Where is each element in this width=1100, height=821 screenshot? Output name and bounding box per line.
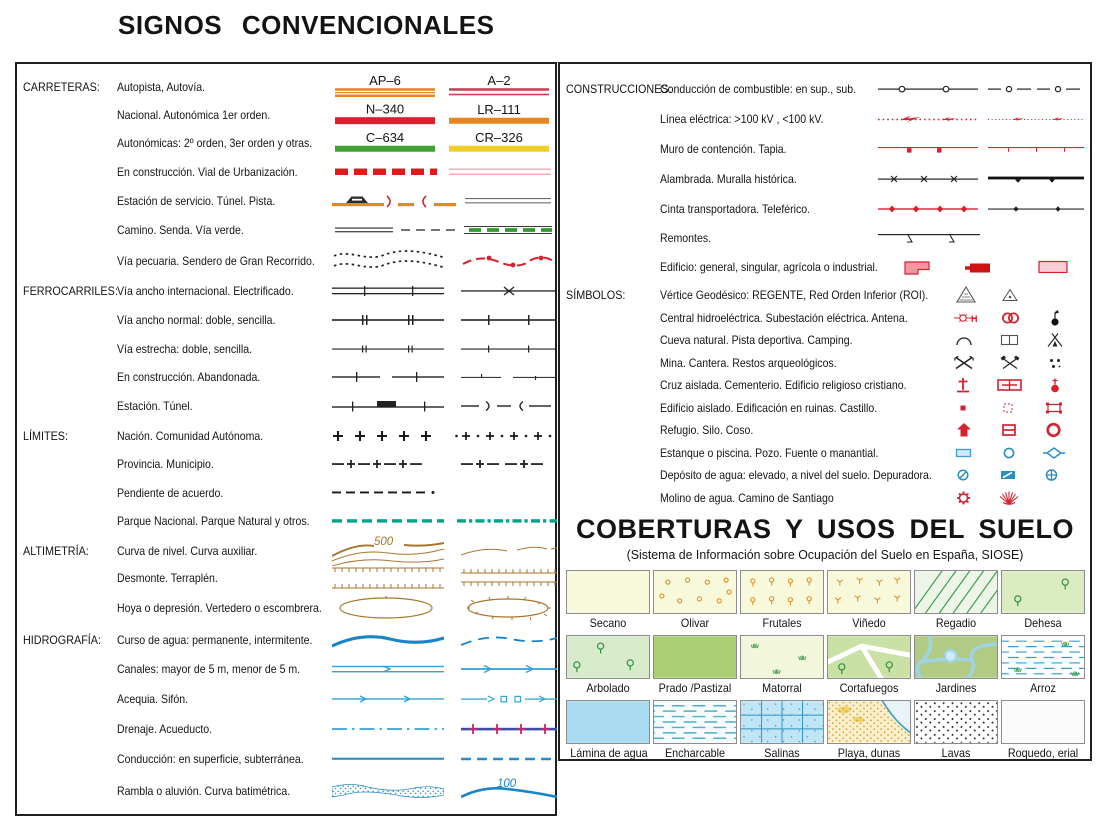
row-linea-electrica: Línea eléctrica: >100 kV , <100 kV. [560,105,1090,133]
symbol-ffcc-construccion [332,372,444,382]
symbol-via-ancho-internacional [332,286,444,296]
row-conduccion: Conducción: en superficie, subterránea. [17,745,555,773]
symbol-linea-alta [878,113,978,125]
symbol-electrificado [461,286,557,296]
symbol-sendero-gr [461,251,557,271]
icon-central-hidroelectrica [954,311,982,325]
symbol-conduccion-subterranea [461,757,557,762]
symbol-via-verde [464,226,552,234]
symbol-autovia [449,74,549,97]
icon-edificio-religioso [1049,377,1061,393]
row-ferrocarril-construccion: En construcción. Abandonada. [17,363,555,391]
category-construcciones: CONSTRUCCIONES: [566,82,672,96]
icon-silo [1001,423,1017,437]
row-parques: Parque Nacional. Parque Natural y otros. [17,507,555,535]
svg-text:H: H [971,314,978,324]
road-shield-ap6: AP–6 [369,73,401,89]
symbol-acueducto [461,723,557,735]
symbol-edificio-agricola [1038,258,1070,276]
symbol-via-normal-sencilla [461,315,557,325]
icon-subestacion-electrica [1000,311,1022,325]
symbol-pendiente-acuerdo [332,490,444,497]
icon-refugio [956,423,972,438]
landcover-lavas: Lavas [914,700,998,760]
symbol-ffcc-tunel [461,400,553,412]
symbol-curva-auxiliar [461,542,557,560]
row-central-hidroelectrica: Central hidroeléctrica. Subestación eléctrica. Antena. H [560,304,1090,332]
landcover-secano: Secano [566,570,650,630]
symbol-limite-municipio [461,459,557,470]
row-autopista: CARRETERAS: Autopista, Autovía. AP–6 A–2 [17,73,555,101]
symbol-parque-natural [457,518,557,524]
row-nacional: Nacional. Autonómica 1er orden. N–340 LR–111 [17,101,555,129]
icon-coso [1045,422,1062,438]
symbol-limite-provincia [332,459,444,470]
symbol-canal-menor [461,665,557,674]
icon-vertice-roi [1002,288,1018,302]
bathymetric-label: 100 [497,778,517,790]
symbol-cinta-transportadora [878,205,978,214]
row-camino-senda: Camino. Senda. Vía verde. [17,216,555,244]
road-shield-c634: C–634 [365,130,405,146]
category-limites: LÍMITES: [23,429,69,443]
row-combustible: CONSTRUCCIONES: Conducción de combustible: en sup., sub. [560,75,1090,103]
symbol-autopista [335,74,435,97]
category-ferrocarriles: FERROCARRILES: [23,284,118,298]
icon-restos-arqueologicos [1048,357,1062,370]
landcover-frutales: Frutales [740,570,824,630]
row-edificio-aislado: Edificio aislado. Edificación en ruinas. Castillo. [560,394,1090,422]
category-carreteras: CARRETERAS: [23,80,100,94]
road-shield-n340: N–340 [365,101,405,117]
symbol-desmonte-terraplen [332,566,444,590]
row-rambla: Rambla o aluvión. Curva batimétrica. 100 [17,776,555,806]
symbol-terraplen [461,567,557,589]
icon-vertice-regente [956,286,976,304]
contour-label: 500 [374,536,394,548]
landcover-encharcable: Encharcable [653,700,737,760]
symbol-ffcc-abandonada [461,373,557,382]
symbol-parque-nacional [332,518,444,524]
row-molino: Molino de agua. Camino de Santiago [560,484,1090,512]
row-alambrada: Alambrada. Muralla histórica. [560,165,1090,193]
row-drenaje: Drenaje. Acueducto. [17,715,555,743]
icon-cantera [999,356,1021,371]
symbol-muro-contencion [878,144,978,154]
landcover-vinedo: Viñedo [827,570,911,630]
row-cruz: Cruz aislada. Cementerio. Edificio religioso cristiano. [560,371,1090,399]
symbol-carretera-construccion [335,169,437,176]
symbol-ffcc-estacion [332,400,444,412]
row-vertice-geodesico: SÍMBOLOS: Vértice Geodésico: REGENTE, Red Orden Inferior (ROI). [560,281,1090,309]
icon-antena [1048,310,1062,327]
row-cinta: Cinta transportadora. Teleférico. [560,195,1090,223]
row-muro: Muro de contención. Tapia. [560,135,1090,163]
row-provincia: Provincia. Municipio. [17,450,555,478]
icon-edificacion-ruinas [1002,402,1014,414]
icon-cueva-natural [954,333,974,347]
row-acequia: Acequia. Sifón. [17,685,555,713]
landcover-playa-dunas: Playa, dunas [827,700,911,760]
row-via-internacional: FERROCARRILES: Vía ancho internacional. Electrificado. [17,277,555,305]
row-curva-nivel: ALTIMETRÍA: Curva de nivel. Curva auxiliar. 500 [17,536,555,566]
landcover-matorral: Matorral [740,635,824,695]
icon-mina [953,356,975,371]
symbol-via-estrecha-doble [332,345,444,353]
symbol-curva-nivel [332,536,444,566]
icon-camping [1046,333,1064,348]
icon-camino-santiago [998,491,1020,506]
row-autonomicas: Autonómicas: 2º orden, 3er orden y otras. C–634 CR–326 [17,129,555,157]
symbol-combustible-superficie [878,85,978,94]
symbol-curso-permanente [332,630,444,650]
symbol-via-estrecha-sencilla [461,345,557,353]
row-deposito: Depósito de agua: elevado, a nivel del suelo. Depuradora. [560,461,1090,489]
symbol-senda [401,229,455,232]
landcover-prado: Prado /Pastizal [653,635,737,695]
symbol-edificio-singular [964,258,998,276]
symbol-acequia [332,695,444,704]
icon-fuente-manantial [1043,447,1065,460]
row-nacion: LÍMITES: Nación. Comunidad Autónoma. [17,422,555,450]
symbol-via-normal-doble [332,315,444,325]
icon-cementerio [997,378,1023,392]
category-altimetria: ALTIMETRÍA: [23,544,89,558]
symbol-tapia [988,144,1084,154]
symbol-teleferico [988,205,1084,214]
symbol-autonomica-2 [335,131,435,152]
symbol-edificio-general [904,258,938,276]
row-curso-agua: HIDROGRAFÍA: Curso de agua: permanente, intermitente. [17,625,555,655]
symbol-autonomica-1 [449,103,549,124]
row-estacion-servicio: Estación de servicio. Túnel. Pista. [17,187,555,215]
landcover-roquedo: Roquedo, erial [1001,700,1085,760]
row-via-normal: Vía ancho normal: doble, sencilla. [17,306,555,334]
road-shield-a2: A–2 [487,73,511,89]
row-hoya: Hoya o depresión. Vertedero o escombrera. [17,593,555,623]
row-refugio: Refugio. Silo. Coso. [560,416,1090,444]
symbol-conduccion-superficie [332,757,444,762]
symbol-limite-comunidad [455,430,557,443]
icon-estanque-piscina [955,448,973,459]
landcover-salinas: Salinas [740,700,824,760]
landcover-arroz: Arroz [1001,635,1085,695]
symbol-hoya-depresion [335,596,439,620]
landcover-jardines: Jardines [914,635,998,695]
symbol-camino [335,228,393,233]
symbol-estacion-servicio-tunel [332,194,458,208]
symbol-muralla-historica [988,174,1084,184]
landcover-dehesa: Dehesa [1001,570,1085,630]
symbol-rambla [332,780,444,802]
landcover-regadio: Regadio [914,570,998,630]
landcover-arbolado: Arbolado [566,635,650,695]
landcover-cortafuegos: Cortafuegos [827,635,911,695]
symbol-curva-batimetrica [461,778,557,801]
left-legend-panel [15,62,557,816]
row-estanque: Estanque o piscina. Pozo. Fuente o manantial. [560,439,1090,467]
icon-edificio-aislado [958,403,968,413]
coberturas-subtitle: (Sistema de Información sobre Ocupación del Suelo en España, SIOSE) [626,547,1024,562]
symbol-vertedero [461,595,557,621]
row-mina: Mina. Cantera. Restos arqueológicos. [560,349,1090,377]
symbol-canal-mayor [332,664,444,674]
landcover-olivar: Olivar [653,570,737,630]
category-simbolos: SÍMBOLOS: [566,288,626,302]
icon-molino-agua [956,491,971,505]
icon-deposito-elevado [956,469,970,482]
symbol-alambrada [878,175,978,184]
road-shield-cr326: CR–326 [475,130,523,146]
road-shield-lr111: LR–111 [477,102,521,118]
row-cueva: Cueva natural. Pista deportiva. Camping. [560,326,1090,354]
row-via-pecuaria: Vía pecuaria. Sendero de Gran Recorrido. [17,246,555,276]
row-via-estrecha: Vía estrecha: doble, sencilla. [17,335,555,363]
symbol-linea-baja [988,114,1084,125]
row-pendiente: Pendiente de acuerdo. [17,479,555,507]
icon-depuradora [1044,468,1059,482]
symbol-curso-intermitente [461,631,557,649]
icon-pozo [1002,447,1016,460]
icon-castillo [1045,402,1063,415]
row-canales: Canales: mayor de 5 m, menor de 5 m. [17,655,555,683]
symbol-autonomica-3 [449,131,549,152]
row-edificios: Edificio: general, singular, agrícola o industrial. [560,253,1090,281]
symbol-remontes [878,232,980,245]
symbol-combustible-subterraneo [988,85,1084,94]
right-legend-panel [558,62,1092,761]
icon-cruz-aislada [955,377,971,393]
coberturas-title: COBERTURAS Y USOS DEL SUELO [575,514,1075,544]
row-en-construccion-vial: En construcción. Vial de Urbanización. [17,158,555,186]
category-hidrografia: HIDROGRAFÍA: [23,633,102,647]
symbol-drenaje [332,726,444,732]
row-desmonte: Desmonte. Terraplén. [17,564,555,592]
symbol-nacional [335,103,435,125]
icon-deposito-suelo [1000,469,1017,481]
row-estacion-tunel: Estación. Túnel. [17,392,555,420]
symbol-limite-nacion [332,430,444,443]
row-remontes: Remontes. [560,224,1090,252]
page-title: SIGNOS CONVENCIONALES [118,10,495,40]
landcover-lamina-agua: Lámina de agua [566,700,650,760]
symbol-sifon [461,694,557,704]
symbol-pista [465,198,551,204]
icon-pista-deportiva [1000,334,1020,347]
symbol-via-pecuaria [332,249,450,273]
symbol-vial-urbanizacion [449,169,551,176]
